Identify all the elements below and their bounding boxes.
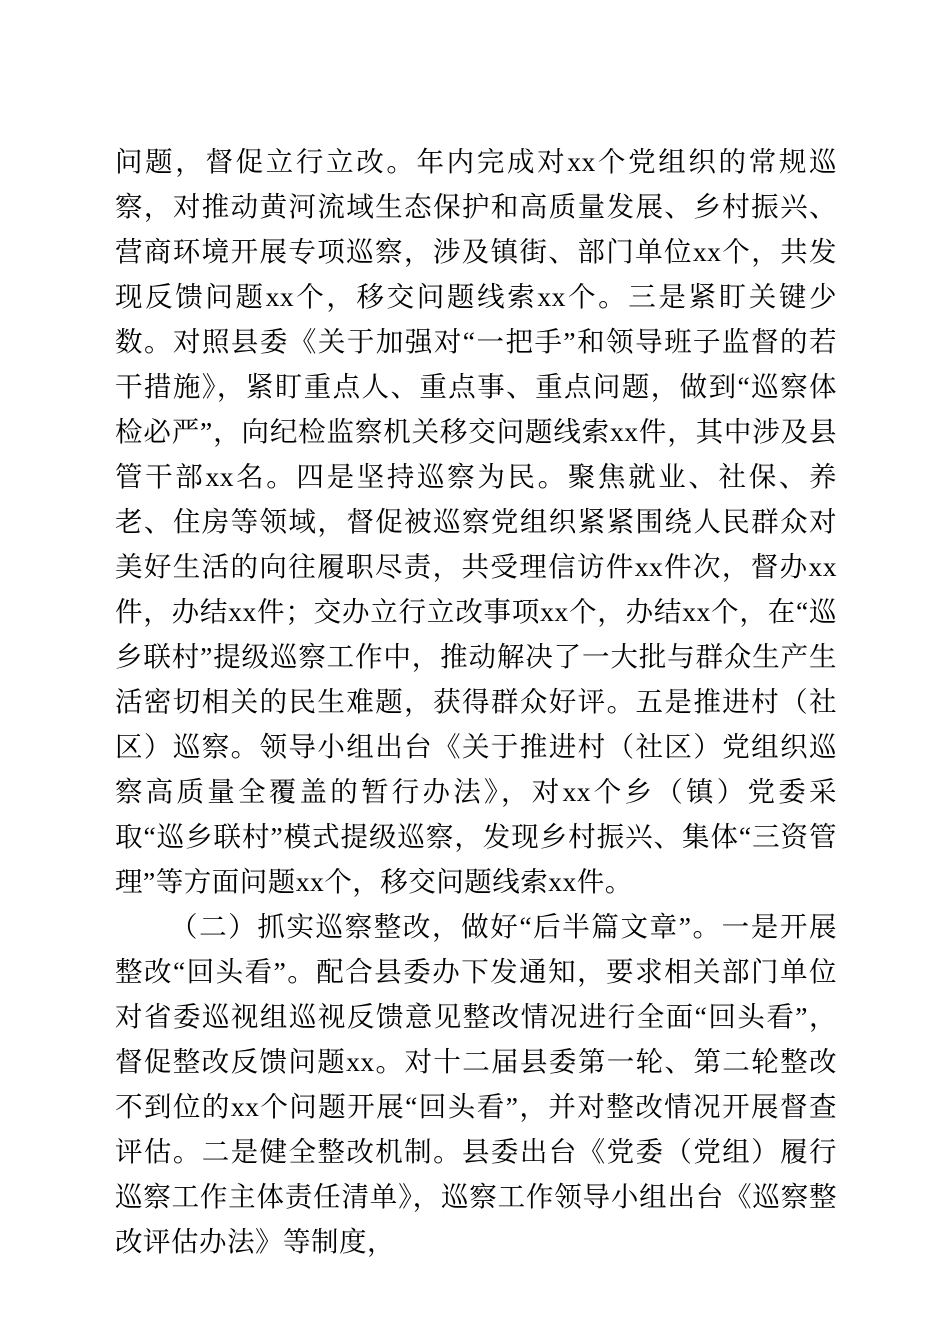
- body-paragraph-inspection-achievements: 问题，督促立行立改。年内完成对xx个党组织的常规巡察，对推动黄河流域生态保护和高质量发展、乡村振兴、营商环境开展专项巡察，涉及镇街、部门单位xx个，共发现反馈问题xx个，移交问题线索xx个。三是紧盯关键少数。对照县委《关于加强对“一把手”和领导班子监督的若干措施》，紧盯重点人、重点事、重点问题，做到“巡察体检必严”，向纪检监察机关移交问题线索xx件，其中涉及县管干部xx名。四是坚持巡察为民。聚焦就业、社保、养老、住房等领域，督促被巡察党组织紧紧围绕人民群众对美好生活的向往履职尽责，共受理信访件xx件次，督办xx件，办结xx件；交办立行立改事项xx个，办结xx个，在“巡乡联村”提级巡察工作中，推动解决了一大批与群众生产生活密切相关的民生难题，获得群众好评。五是推进村（社区）巡察。领导小组出台《关于推进村（社区）党组织巡察高质量全覆盖的暂行办法》，对xx个乡（镇）党委采取“巡乡联村”模式提级巡察，发现乡村振兴、集体“三资管理”等方面问题xx个，移交问题线索xx件。: [115, 146, 837, 897]
- document-body: [115, 139, 837, 1264]
- body-paragraph-rectification-followup: （二）抓实巡察整改，做好“后半篇文章”。一是开展整改“回头看”。配合县委办下发通知，要求相关部门单位对省委巡视组巡视反馈意见整改情况进行全面“回头看”，督促整改反馈问题xx。对十二届县委第一轮、第二轮整改不到位的xx个问题开展“回头看”，并对整改情况开展督查评估。二是健全整改机制。县委出台《党委（党组）履行巡察工作主体责任清单》，巡察工作领导小组出台《巡察整改评估办法》等制度，: [115, 911, 837, 1257]
